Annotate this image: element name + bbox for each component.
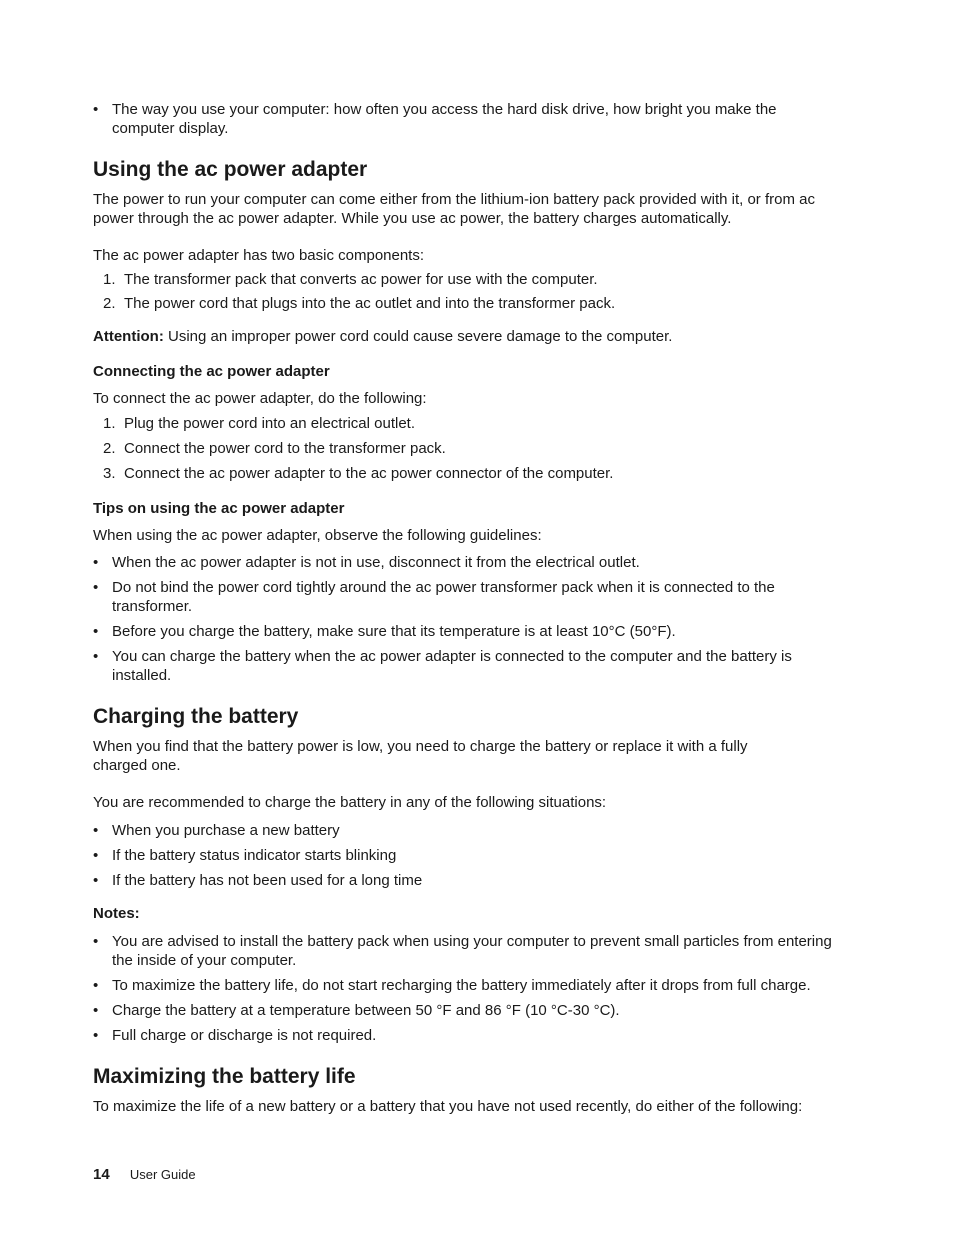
subsection-title-tips: Tips on using the ac power adapter <box>93 500 345 517</box>
paragraph: To connect the ac power adapter, do the following: <box>93 390 427 407</box>
document-title: User Guide <box>129 1167 196 1182</box>
list-item: 1. The transformer pack that converts ac power for use with the computer. <box>103 271 598 288</box>
paragraph: When you find that the battery power is low, you need to charge the battery or replace it with a fully charged one. <box>93 738 748 774</box>
page-footer <box>93 1166 196 1183</box>
paragraph: You are recommended to charge the battery in any of the following situations: <box>93 794 607 811</box>
list-item: 2. The power cord that plugs into the ac outlet and into the transformer pack. <box>103 295 616 312</box>
list-item: • If the battery status indicator starts blinking <box>93 846 853 865</box>
page-content <box>93 100 853 1116</box>
list-item: • You are advised to install the battery pack when using your computer to prevent small particles from entering the inside of your computer. <box>93 932 842 970</box>
list-item: • Charge the battery at a temperature between 50 °F and 86 °F (10 °C-30 °C). <box>93 1001 853 1020</box>
list-item: • Before you charge the battery, make sure that its temperature is at least 10°C (50°F). <box>93 622 853 641</box>
attention-label: Attention: <box>93 328 164 345</box>
list-item: • To maximize the battery life, do not start recharging the battery immediately after it drops from full charge. <box>93 976 853 995</box>
paragraph: The ac power adapter has two basic components: <box>93 247 425 264</box>
section-title-ac-adapter: Using the ac power adapter <box>93 158 368 181</box>
paragraph: To maximize the life of a new battery or a battery that you have not used recently, do either of the following: <box>93 1098 803 1115</box>
list-item: 1. Plug the power cord into an electrical outlet. <box>103 415 415 432</box>
paragraph: The power to run your computer can come either from the lithium-ion battery pack provided with it, or from ac power through the ac power adapter. While you use ac power, the battery charges automatically. <box>93 191 815 227</box>
list-item: • When the ac power adapter is not in use, disconnect it from the electrical outlet. <box>93 553 853 572</box>
attention-note: Attention: Using an improper power cord could cause severe damage to the computer. <box>93 328 673 345</box>
section-title-maximizing: Maximizing the battery life <box>93 1065 356 1088</box>
list-item: • If the battery has not been used for a long time <box>93 871 853 890</box>
paragraph: When using the ac power adapter, observe the following guidelines: <box>93 527 542 544</box>
list-item: • You can charge the battery when the ac power adapter is connected to the computer and the battery is installed. <box>93 647 842 685</box>
intro-bullet: • The way you use your computer: how often you access the hard disk drive, how bright you make the computer display. <box>93 100 842 138</box>
list-item: • When you purchase a new battery <box>93 821 853 840</box>
subsection-title-connecting: Connecting the ac power adapter <box>93 363 330 380</box>
list-item: 2. Connect the power cord to the transformer pack. <box>103 440 446 457</box>
list-item: • Full charge or discharge is not required. <box>93 1026 853 1045</box>
section-title-charging: Charging the battery <box>93 705 299 728</box>
notes-label: Notes: <box>93 905 140 922</box>
list-item: • Do not bind the power cord tightly around the ac power transformer pack when it is connected to the transformer. <box>93 578 842 616</box>
page-number: 14 <box>93 1166 110 1183</box>
list-item: 3. Connect the ac power adapter to the ac power connector of the computer. <box>103 465 614 482</box>
